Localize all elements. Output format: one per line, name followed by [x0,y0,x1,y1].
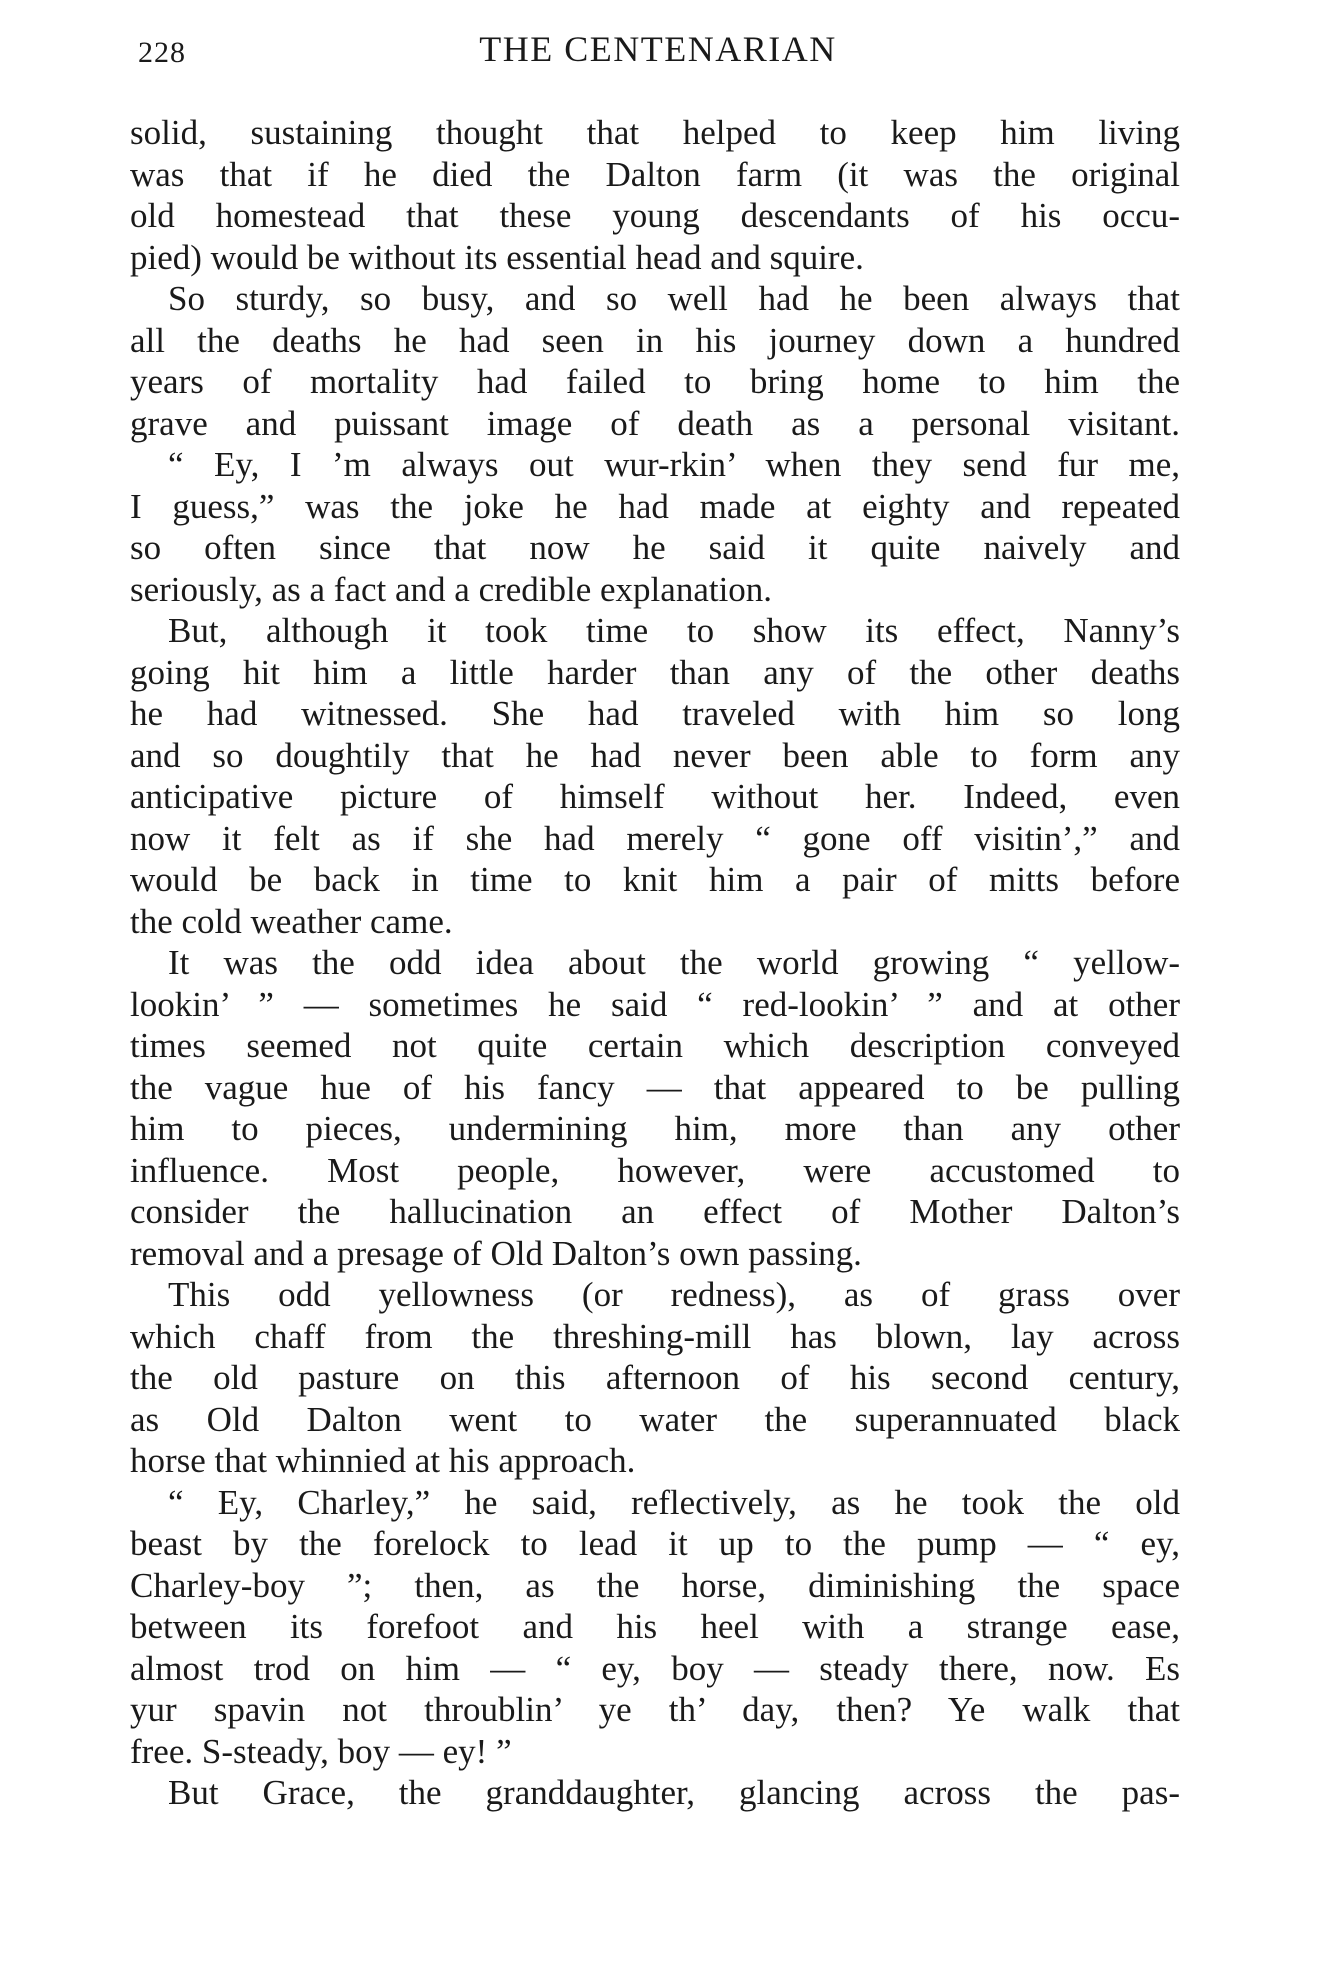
text-line: anticipative picture of himself without her. Indeed, even [130,777,1180,816]
text-line: as Old Dalton went to water the superannuated black [130,1399,1180,1439]
text-line: “ Ey, Charley,” he said, reflectively, as he took the old [168,1482,1180,1522]
text-line: him to pieces, undermining him, more than any other [130,1109,1180,1148]
text-line: now it felt as if she had merely “ gone off visitin’,” and [130,818,1180,858]
text-line: influence. Most people, however, were accustomed to [130,1150,1180,1190]
text-line: removal and a presage of Old Dalton’s own passing. [130,1233,862,1273]
text-line: This odd yellowness (or redness), as of grass over [168,1275,1180,1314]
text-line: years of mortality had failed to bring home to him the [130,362,1180,401]
text-line: pied) would be without its essential head and squire. [130,237,864,277]
text-line: the cold weather came. [130,901,453,941]
text-line: It was the odd idea about the world growing “ yellow- [168,943,1180,982]
text-line: seriously, as a fact and a credible explanation. [130,569,773,609]
body-text [130,112,1180,1814]
text-line: beast by the forelock to lead it up to the pump — “ ey, [130,1524,1180,1563]
text-line: old homestead that these young descendants of his occu- [130,196,1180,235]
text-line: which chaff from the threshing-mill has blown, lay across [130,1316,1180,1356]
text-line: times seemed not quite certain which description conveyed [130,1026,1180,1065]
text-line: solid, sustaining thought that helped to keep him living [130,113,1180,152]
running-head [138,28,1178,82]
text-line: and so doughtily that he had never been able to form any [130,735,1180,775]
text-line: he had witnessed. She had traveled with him so long [130,694,1180,733]
text-line: But Grace, the granddaughter, glancing across the pas- [168,1773,1180,1812]
text-line: would be back in time to knit him a pair of mitts before [130,860,1180,899]
text-line: the old pasture on this afternoon of his second century, [130,1358,1180,1397]
text-line: between its forefoot and his heel with a strange ease, [130,1607,1180,1646]
text-line: free. S-steady, boy — ey! ” [130,1731,512,1771]
text-line: all the deaths he had seen in his journey down a hundred [130,320,1180,360]
text-line: the vague hue of his fancy — that appeared to be pulling [130,1067,1180,1107]
text-line: So sturdy, so busy, and so well had he been always that [168,279,1180,318]
text-line: going hit him a little harder than any of the other deaths [130,652,1180,692]
text-line: was that if he died the Dalton farm (it was the original [130,154,1180,194]
text-line: “ Ey, I ’m always out wur-rkin’ when they send fur me, [168,445,1180,484]
text-line: grave and puissant image of death as a personal visitant. [130,403,1180,443]
text-line: yur spavin not throublin’ ye th’ day, then? Ye walk that [130,1690,1180,1729]
text-line: Charley-boy ”; then, as the horse, diminishing the space [130,1565,1180,1605]
text-line: so often since that now he said it quite naively and [130,528,1180,567]
text-line: I guess,” was the joke he had made at eighty and repeated [130,486,1180,526]
running-title: THE CENTENARIAN [479,29,837,69]
text-line: But, although it took time to show its effect, Nanny’s [168,611,1180,650]
page-number: 228 [138,36,186,69]
text-line: horse that whinnied at his approach. [130,1441,636,1480]
text-line: lookin’ ” — sometimes he said “ red-lookin’ ” and at other [130,984,1180,1024]
text-line: consider the hallucination an effect of Mother Dalton’s [130,1192,1180,1231]
text-line: almost trod on him — “ ey, boy — steady there, now. Es [130,1648,1180,1688]
